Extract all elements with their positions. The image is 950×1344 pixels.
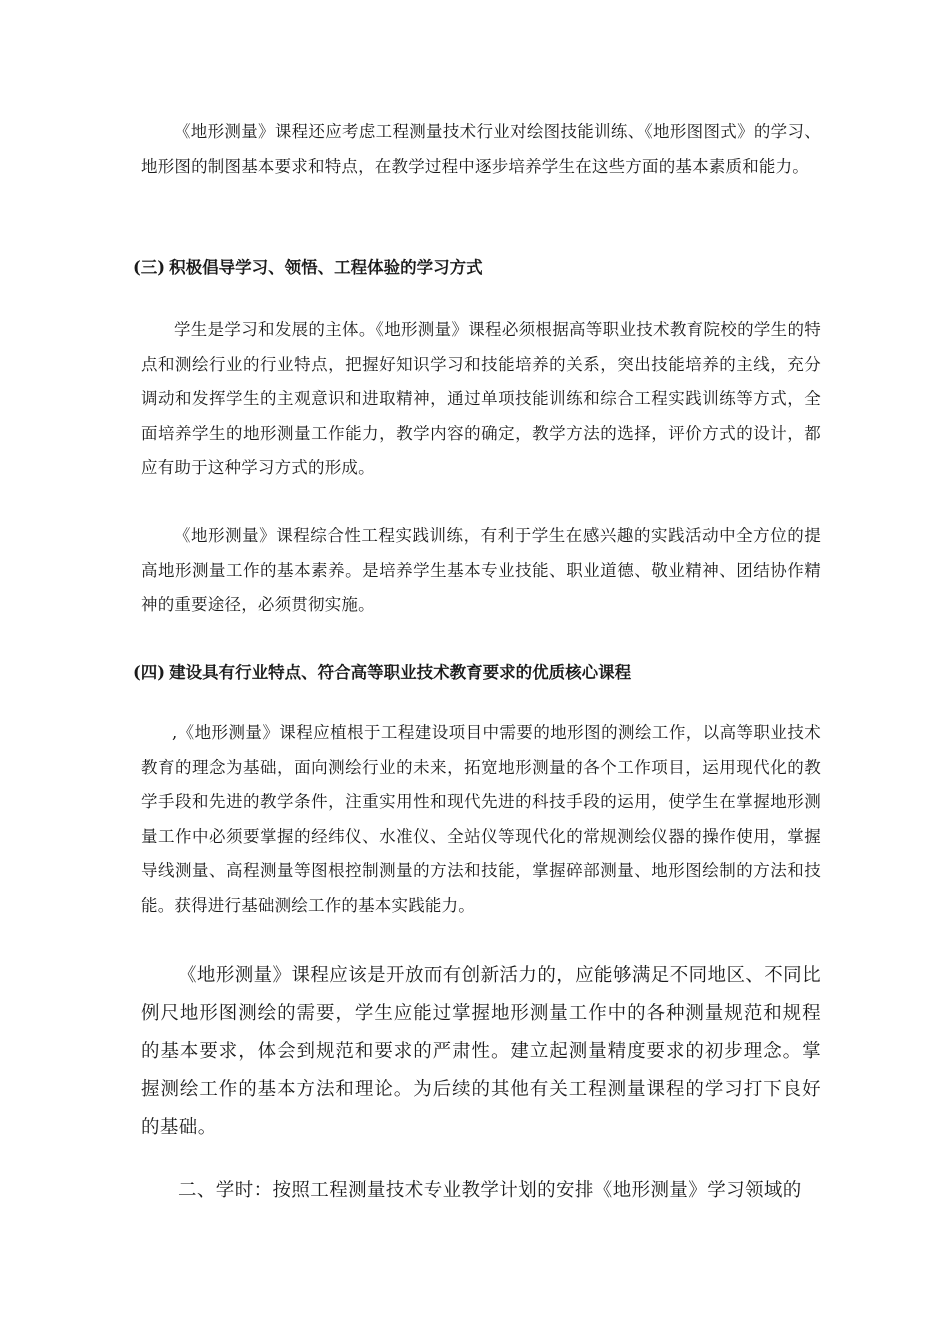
section-heading-3 [133,256,833,280]
paragraph-open-innovation: 《地形测量》课程应该是开放而有创新活力的，应能够满足不同地区、不同比例尺地形图测绘的需要，学生应能过掌握地形测量工作中的各种测量规范和规程的基本要求，体会到规范和要求的严肃性。建立起测量精度要求的初步理念。掌握测绘工作的基本方法和理论。为后续的其他有关工程测量课程的学习打下良好的基础。 [141,965,821,1138]
section-heading-4 [133,661,833,685]
section-title-4: 建设具有行业特点、符合高等职业技术教育要求的优质核心课程 [169,663,632,682]
section-number-4: (四) [133,663,166,682]
section-number-3: (三) [133,258,166,277]
paragraph-class-hours: 二、学时：按照工程测量技术专业教学计划的安排《地形测量》学习领域的 [178,1180,802,1201]
paragraph-drawing-skills: 《地形测量》课程还应考虑工程测量技术行业对绘图技能训练、《地形图图式》的学习、地形图的制图基本要求和特点，在教学过程中逐步培养学生在这些方面的基本素质和能力。 [141,122,821,176]
paragraph-practice-training: 《地形测量》课程综合性工程实践训练，有利于学生在感兴趣的实践活动中全方位的提高地形测量工作的基本素养。是培养学生基本专业技能、职业道德、敬业精神、团结协作精神的重要途径，必须贯彻实施。 [141,526,821,614]
section-title-3: 积极倡导学习、领悟、工程体验的学习方式 [169,258,483,277]
paragraph-core-course: ,《地形测量》课程应植根于工程建设项目中需要的地形图的测绘工作，以高等职业技术教育的理念为基础，面向测绘行业的未来，拓宽地形测量的各个工作项目，运用现代化的教学手段和先进的教学条件，注重实用性和现代先进的科技手段的运用，使学生在掌握地形测量工作中必须要掌握的经纬仪、水准仪、全站仪等现代化的常规测绘仪器的操作使用，掌握导线测量、高程测量等图根控制测量的方法和技能，掌握碎部测量、地形图绘制的方法和技能。获得进行基础测绘工作的基本实践能力。 [141,723,821,915]
paragraph-student-subject: 学生是学习和发展的主体。《地形测量》课程必须根据高等职业技术教育院校的学生的特点和测绘行业的行业特点，把握好知识学习和技能培养的关系，突出技能培养的主线，充分调动和发挥学生的主观意识和进取精神，通过单项技能训练和综合工程实践训练等方式，全面培养学生的地形测量工作能力，教学内容的确定，教学方法的选择，评价方式的设计，都应有助于这种学习方式的形成。 [141,320,821,477]
